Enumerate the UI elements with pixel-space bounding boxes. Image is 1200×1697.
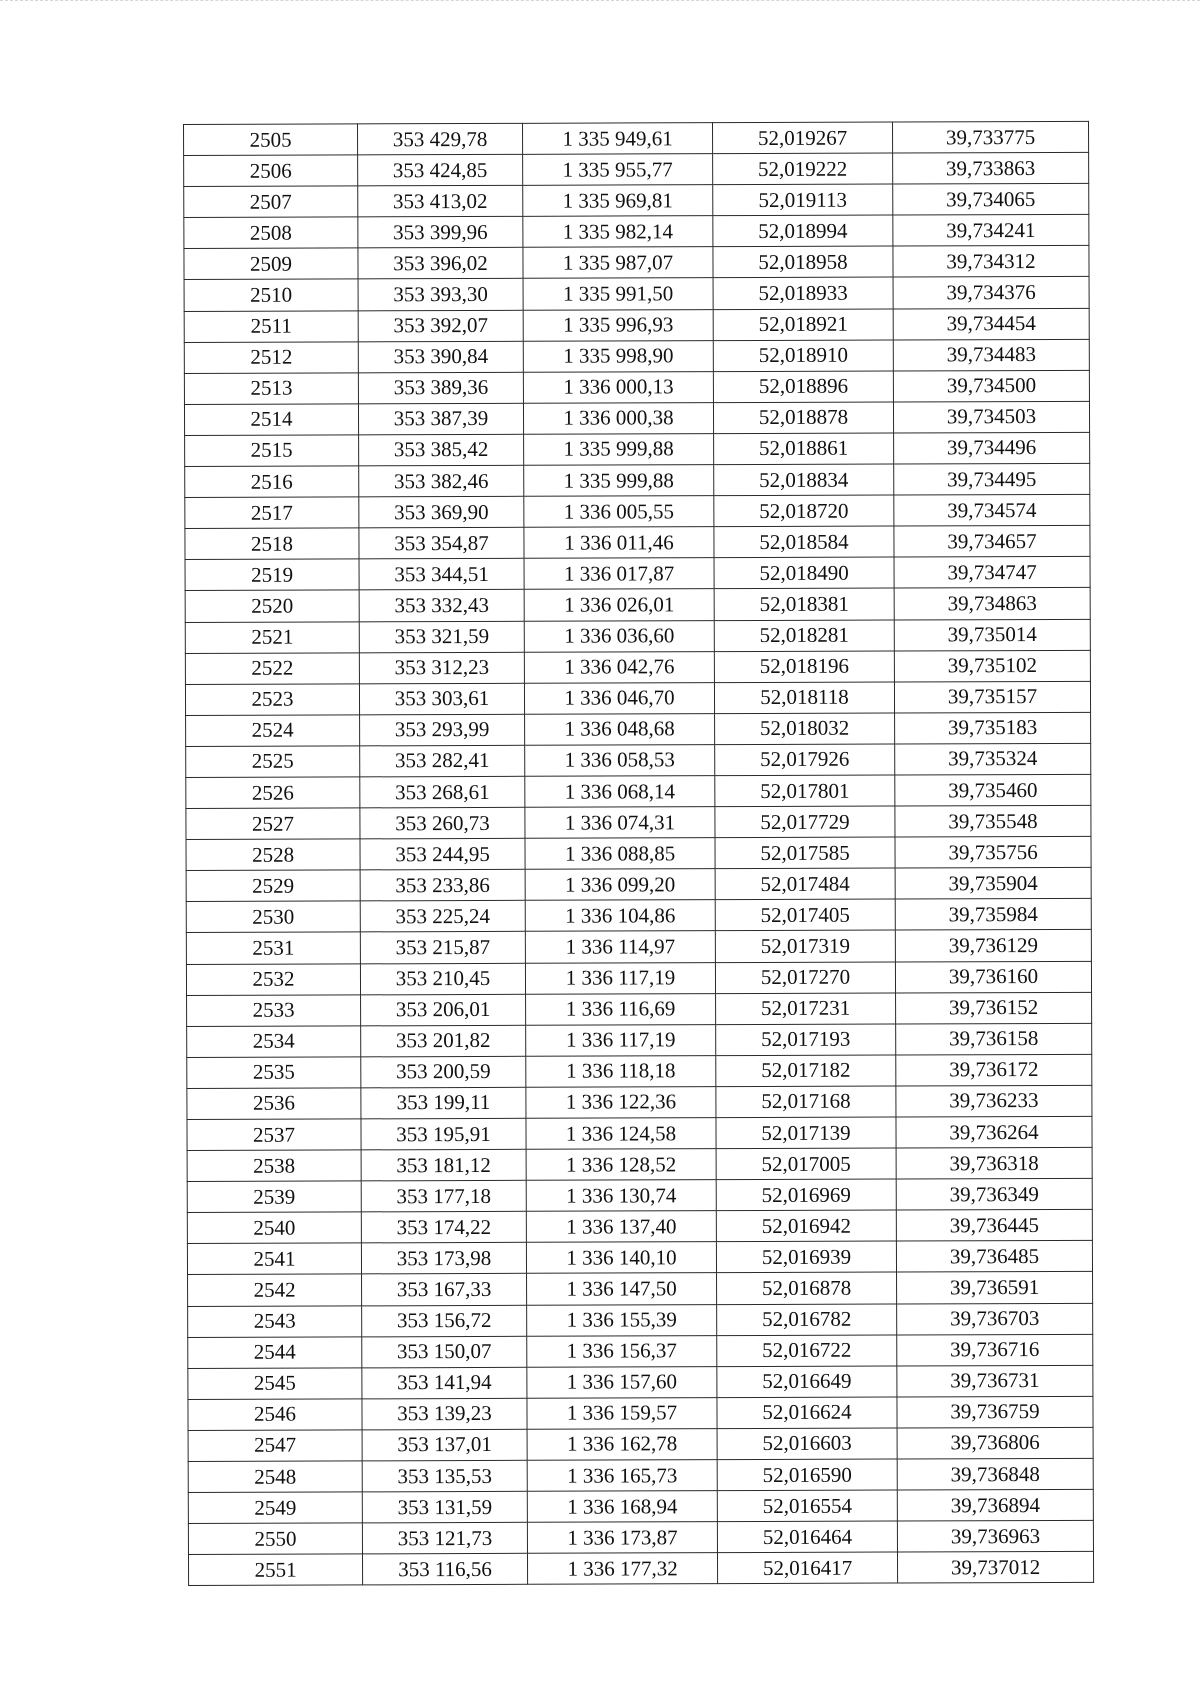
y-coordinate-cell: 1 336 026,01	[524, 589, 714, 621]
point-number-cell: 2551	[188, 1554, 362, 1586]
point-number-cell: 2508	[184, 217, 358, 249]
longitude-cell: 39,736591	[897, 1272, 1093, 1304]
longitude-cell: 39,736759	[897, 1396, 1093, 1428]
table-row	[186, 743, 1091, 777]
longitude-cell: 39,736716	[897, 1334, 1093, 1366]
point-number-cell: 2525	[186, 746, 360, 778]
latitude-cell: 52,017270	[715, 962, 895, 994]
x-coordinate-cell: 353 344,51	[359, 559, 524, 591]
longitude-cell: 39,736233	[896, 1085, 1092, 1117]
table-row	[186, 805, 1091, 839]
x-coordinate-cell: 353 200,59	[361, 1056, 526, 1088]
x-coordinate-cell: 353 137,01	[362, 1429, 527, 1461]
table-row	[185, 494, 1090, 528]
point-number-cell: 2518	[185, 528, 359, 560]
longitude-cell: 39,734500	[893, 370, 1089, 402]
latitude-cell: 52,018032	[715, 713, 895, 745]
x-coordinate-cell: 353 131,59	[362, 1491, 527, 1523]
coordinates-table	[183, 121, 1094, 1587]
latitude-cell: 52,016590	[717, 1459, 897, 1491]
latitude-cell: 52,016603	[717, 1428, 897, 1460]
x-coordinate-cell: 353 139,23	[362, 1398, 527, 1430]
x-coordinate-cell: 353 121,73	[362, 1523, 527, 1555]
longitude-cell: 39,735183	[895, 712, 1091, 744]
y-coordinate-cell: 1 335 998,90	[523, 340, 713, 372]
x-coordinate-cell: 353 282,41	[360, 745, 525, 777]
table-row	[187, 1023, 1092, 1057]
y-coordinate-cell: 1 336 036,60	[524, 620, 714, 652]
latitude-cell: 52,018196	[714, 651, 894, 683]
table-row	[188, 1396, 1093, 1430]
point-number-cell: 2513	[184, 373, 358, 405]
table-row	[185, 526, 1090, 560]
x-coordinate-cell: 353 354,87	[359, 528, 524, 560]
longitude-cell: 39,734496	[894, 432, 1090, 464]
point-number-cell: 2506	[184, 155, 358, 187]
latitude-cell: 52,018861	[714, 433, 894, 465]
latitude-cell: 52,018834	[714, 464, 894, 496]
latitude-cell: 52,018381	[714, 588, 894, 620]
latitude-cell: 52,016942	[716, 1210, 896, 1242]
table-row	[187, 1241, 1092, 1275]
y-coordinate-cell: 1 335 999,88	[524, 465, 714, 497]
x-coordinate-cell: 353 387,39	[358, 403, 523, 435]
latitude-cell: 52,018878	[713, 402, 893, 434]
point-number-cell: 2547	[188, 1430, 362, 1462]
x-coordinate-cell: 353 332,43	[359, 590, 524, 622]
latitude-cell: 52,018994	[713, 215, 893, 247]
x-coordinate-cell: 353 116,56	[362, 1554, 527, 1586]
longitude-cell: 39,737012	[897, 1552, 1093, 1584]
x-coordinate-cell: 353 156,72	[362, 1305, 527, 1337]
point-number-cell: 2541	[187, 1243, 361, 1275]
y-coordinate-cell: 1 336 124,58	[526, 1118, 716, 1150]
x-coordinate-cell: 353 396,02	[358, 248, 523, 280]
longitude-cell: 39,734495	[894, 463, 1090, 495]
latitude-cell: 52,018921	[713, 309, 893, 341]
table-row	[188, 1552, 1093, 1586]
latitude-cell: 52,018720	[714, 495, 894, 527]
longitude-cell: 39,733775	[892, 121, 1088, 153]
y-coordinate-cell: 1 336 156,37	[527, 1335, 717, 1367]
latitude-cell: 52,018958	[713, 246, 893, 278]
y-coordinate-cell: 1 336 068,14	[525, 776, 715, 808]
latitude-cell: 52,017182	[716, 1055, 896, 1087]
y-coordinate-cell: 1 336 058,53	[525, 745, 715, 777]
longitude-cell: 39,736485	[896, 1241, 1092, 1273]
x-coordinate-cell: 353 215,87	[360, 932, 525, 964]
table-row	[186, 836, 1091, 870]
table-row	[184, 121, 1089, 155]
x-coordinate-cell: 353 303,61	[359, 683, 524, 715]
point-number-cell: 2550	[188, 1523, 362, 1555]
point-number-cell: 2522	[185, 652, 359, 684]
y-coordinate-cell: 1 335 987,07	[523, 247, 713, 279]
latitude-cell: 52,019222	[713, 153, 893, 185]
longitude-cell: 39,736160	[895, 961, 1091, 993]
x-coordinate-cell: 353 390,84	[358, 341, 523, 373]
y-coordinate-cell: 1 336 165,73	[527, 1460, 717, 1492]
longitude-cell: 39,736806	[897, 1427, 1093, 1459]
table-row	[188, 1272, 1093, 1306]
longitude-cell: 39,734657	[894, 526, 1090, 558]
y-coordinate-cell: 1 336 104,86	[525, 900, 715, 932]
table-row	[187, 1179, 1092, 1213]
table-row	[187, 1054, 1092, 1088]
point-number-cell: 2548	[188, 1461, 362, 1493]
longitude-cell: 39,736129	[895, 930, 1091, 962]
table-row	[185, 650, 1090, 684]
latitude-cell: 52,018490	[714, 557, 894, 589]
y-coordinate-cell: 1 336 042,76	[524, 651, 714, 683]
table-row	[187, 1085, 1092, 1119]
longitude-cell: 39,736158	[896, 1023, 1092, 1055]
point-number-cell: 2540	[187, 1212, 361, 1244]
latitude-cell: 52,018896	[713, 371, 893, 403]
longitude-cell: 39,736152	[896, 992, 1092, 1024]
y-coordinate-cell: 1 336 005,55	[524, 496, 714, 528]
y-coordinate-cell: 1 336 162,78	[527, 1429, 717, 1461]
y-coordinate-cell: 1 336 117,19	[525, 962, 715, 994]
latitude-cell: 52,017139	[716, 1117, 896, 1149]
point-number-cell: 2527	[186, 808, 360, 840]
coordinates-table-container	[183, 121, 1093, 1587]
y-coordinate-cell: 1 336 137,40	[526, 1211, 716, 1243]
point-number-cell: 2544	[188, 1337, 362, 1369]
x-coordinate-cell: 353 389,36	[358, 372, 523, 404]
point-number-cell: 2514	[184, 404, 358, 436]
longitude-cell: 39,735756	[895, 836, 1091, 868]
point-number-cell: 2529	[186, 870, 360, 902]
y-coordinate-cell: 1 336 147,50	[527, 1273, 717, 1305]
point-number-cell: 2517	[185, 497, 359, 529]
latitude-cell: 52,016649	[717, 1366, 897, 1398]
point-number-cell: 2507	[184, 186, 358, 218]
latitude-cell: 52,016417	[717, 1552, 897, 1584]
table-row	[185, 619, 1090, 653]
y-coordinate-cell: 1 335 991,50	[523, 278, 713, 310]
point-number-cell: 2523	[185, 684, 359, 716]
y-coordinate-cell: 1 336 118,18	[526, 1055, 716, 1087]
latitude-cell: 52,017193	[716, 1024, 896, 1056]
point-number-cell: 2542	[188, 1274, 362, 1306]
longitude-cell: 39,734863	[894, 588, 1090, 620]
table-row	[188, 1334, 1093, 1368]
y-coordinate-cell: 1 335 999,88	[524, 434, 714, 466]
longitude-cell: 39,736264	[896, 1116, 1092, 1148]
point-number-cell: 2528	[186, 839, 360, 871]
y-coordinate-cell: 1 336 117,19	[526, 1024, 716, 1056]
table-row	[188, 1521, 1093, 1555]
latitude-cell: 52,016624	[717, 1397, 897, 1429]
y-coordinate-cell: 1 336 046,70	[524, 682, 714, 714]
x-coordinate-cell: 353 150,07	[362, 1336, 527, 1368]
table-row	[185, 432, 1090, 466]
point-number-cell: 2526	[186, 777, 360, 809]
point-number-cell: 2505	[184, 124, 358, 156]
y-coordinate-cell: 1 336 128,52	[526, 1149, 716, 1181]
table-row	[186, 899, 1091, 933]
y-coordinate-cell: 1 336 000,13	[523, 371, 713, 403]
x-coordinate-cell: 353 210,45	[360, 963, 525, 995]
x-coordinate-cell: 353 206,01	[361, 994, 526, 1026]
latitude-cell: 52,017484	[715, 868, 895, 900]
table-row	[187, 1116, 1092, 1150]
latitude-cell: 52,016969	[716, 1179, 896, 1211]
y-coordinate-cell: 1 336 048,68	[525, 713, 715, 745]
point-number-cell: 2533	[187, 995, 361, 1027]
table-row	[185, 588, 1090, 622]
point-number-cell: 2534	[187, 1026, 361, 1058]
table-row	[187, 992, 1092, 1026]
y-coordinate-cell: 1 335 982,14	[523, 216, 713, 248]
point-number-cell: 2530	[186, 901, 360, 933]
longitude-cell: 39,736731	[897, 1365, 1093, 1397]
table-row	[186, 712, 1091, 746]
longitude-cell: 39,736848	[897, 1458, 1093, 1490]
table-row	[184, 215, 1089, 249]
latitude-cell: 52,016939	[716, 1241, 896, 1273]
table-row	[184, 152, 1089, 186]
y-coordinate-cell: 1 336 099,20	[525, 869, 715, 901]
latitude-cell: 52,019113	[713, 184, 893, 216]
longitude-cell: 39,736894	[897, 1489, 1093, 1521]
x-coordinate-cell: 353 181,12	[361, 1149, 526, 1181]
y-coordinate-cell: 1 336 168,94	[527, 1491, 717, 1523]
point-number-cell: 2543	[188, 1305, 362, 1337]
x-coordinate-cell: 353 225,24	[360, 901, 525, 933]
table-row	[185, 463, 1090, 497]
y-coordinate-cell: 1 336 011,46	[524, 527, 714, 559]
latitude-cell: 52,016464	[717, 1521, 897, 1553]
y-coordinate-cell: 1 336 000,38	[523, 402, 713, 434]
x-coordinate-cell: 353 399,96	[358, 217, 523, 249]
latitude-cell: 52,017926	[715, 744, 895, 776]
table-row	[184, 277, 1089, 311]
longitude-cell: 39,734065	[893, 184, 1089, 216]
latitude-cell: 52,016878	[717, 1272, 897, 1304]
table-row	[188, 1489, 1093, 1523]
point-number-cell: 2509	[184, 248, 358, 280]
longitude-cell: 39,735460	[895, 774, 1091, 806]
longitude-cell: 39,733863	[893, 152, 1089, 184]
point-number-cell: 2515	[185, 435, 359, 467]
latitude-cell: 52,018584	[714, 526, 894, 558]
longitude-cell: 39,735324	[895, 743, 1091, 775]
point-number-cell: 2520	[185, 590, 359, 622]
x-coordinate-cell: 353 244,95	[360, 838, 525, 870]
x-coordinate-cell: 353 167,33	[362, 1274, 527, 1306]
x-coordinate-cell: 353 321,59	[359, 621, 524, 653]
table-row	[188, 1427, 1093, 1461]
point-number-cell: 2511	[184, 310, 358, 342]
y-coordinate-cell: 1 335 996,93	[523, 309, 713, 341]
x-coordinate-cell: 353 174,22	[361, 1212, 526, 1244]
x-coordinate-cell: 353 385,42	[359, 434, 524, 466]
latitude-cell: 52,016554	[717, 1490, 897, 1522]
y-coordinate-cell: 1 336 140,10	[526, 1242, 716, 1274]
table-row	[184, 308, 1089, 342]
longitude-cell: 39,735904	[895, 868, 1091, 900]
coordinates-table-body	[184, 121, 1094, 1586]
table-row	[185, 557, 1090, 591]
longitude-cell: 39,736172	[896, 1054, 1092, 1086]
x-coordinate-cell: 353 393,30	[358, 279, 523, 311]
longitude-cell: 39,735157	[894, 681, 1090, 713]
latitude-cell: 52,016782	[717, 1304, 897, 1336]
longitude-cell: 39,735984	[895, 899, 1091, 931]
x-coordinate-cell: 353 268,61	[360, 776, 525, 808]
table-row	[185, 681, 1090, 715]
point-number-cell: 2549	[188, 1492, 362, 1524]
longitude-cell: 39,734312	[893, 246, 1089, 278]
x-coordinate-cell: 353 233,86	[360, 870, 525, 902]
longitude-cell: 39,736318	[896, 1147, 1092, 1179]
x-coordinate-cell: 353 424,85	[358, 154, 523, 186]
point-number-cell: 2539	[187, 1181, 361, 1213]
longitude-cell: 39,734503	[893, 401, 1089, 433]
latitude-cell: 52,019267	[712, 122, 892, 154]
x-coordinate-cell: 353 195,91	[361, 1118, 526, 1150]
x-coordinate-cell: 353 173,98	[361, 1243, 526, 1275]
point-number-cell: 2521	[185, 621, 359, 653]
point-number-cell: 2537	[187, 1119, 361, 1151]
point-number-cell: 2545	[188, 1368, 362, 1400]
table-row	[186, 774, 1091, 808]
x-coordinate-cell: 353 199,11	[361, 1087, 526, 1119]
point-number-cell: 2538	[187, 1150, 361, 1182]
table-row	[186, 930, 1091, 964]
y-coordinate-cell: 1 336 122,36	[526, 1087, 716, 1119]
y-coordinate-cell: 1 336 155,39	[527, 1304, 717, 1336]
y-coordinate-cell: 1 336 116,69	[526, 993, 716, 1025]
y-coordinate-cell: 1 336 130,74	[526, 1180, 716, 1212]
x-coordinate-cell: 353 177,18	[361, 1180, 526, 1212]
longitude-cell: 39,736963	[897, 1521, 1093, 1553]
longitude-cell: 39,734747	[894, 557, 1090, 589]
latitude-cell: 52,018118	[714, 682, 894, 714]
x-coordinate-cell: 353 141,94	[362, 1367, 527, 1399]
table-row	[188, 1303, 1093, 1337]
latitude-cell: 52,017585	[715, 837, 895, 869]
x-coordinate-cell: 353 413,02	[358, 186, 523, 218]
table-row	[184, 339, 1089, 373]
point-number-cell: 2532	[186, 963, 360, 995]
x-coordinate-cell: 353 392,07	[358, 310, 523, 342]
table-row	[184, 401, 1089, 435]
latitude-cell: 52,017168	[716, 1086, 896, 1118]
longitude-cell: 39,736445	[896, 1210, 1092, 1242]
x-coordinate-cell: 353 201,82	[361, 1025, 526, 1057]
table-row	[184, 184, 1089, 218]
longitude-cell: 39,736703	[897, 1303, 1093, 1335]
x-coordinate-cell: 353 429,78	[358, 123, 523, 155]
table-row	[184, 370, 1089, 404]
table-row	[187, 1147, 1092, 1181]
y-coordinate-cell: 1 335 955,77	[523, 154, 713, 186]
y-coordinate-cell: 1 336 074,31	[525, 807, 715, 839]
x-coordinate-cell: 353 135,53	[362, 1460, 527, 1492]
y-coordinate-cell: 1 336 088,85	[525, 838, 715, 870]
longitude-cell: 39,734241	[893, 215, 1089, 247]
longitude-cell: 39,736349	[896, 1179, 1092, 1211]
longitude-cell: 39,734376	[893, 277, 1089, 309]
x-coordinate-cell: 353 382,46	[359, 465, 524, 497]
point-number-cell: 2519	[185, 559, 359, 591]
scan-top-edge	[0, 0, 1200, 13]
longitude-cell: 39,734454	[893, 308, 1089, 340]
table-row	[184, 246, 1089, 280]
latitude-cell: 52,018910	[713, 340, 893, 372]
y-coordinate-cell: 1 336 114,97	[525, 931, 715, 963]
point-number-cell: 2512	[184, 342, 358, 374]
x-coordinate-cell: 353 312,23	[359, 652, 524, 684]
latitude-cell: 52,017729	[715, 806, 895, 838]
y-coordinate-cell: 1 336 159,57	[527, 1397, 717, 1429]
longitude-cell: 39,734483	[893, 339, 1089, 371]
y-coordinate-cell: 1 336 177,32	[527, 1553, 717, 1585]
point-number-cell: 2524	[186, 715, 360, 747]
longitude-cell: 39,735548	[895, 805, 1091, 837]
point-number-cell: 2516	[185, 466, 359, 498]
longitude-cell: 39,734574	[894, 494, 1090, 526]
x-coordinate-cell: 353 369,90	[359, 496, 524, 528]
latitude-cell: 52,017801	[715, 775, 895, 807]
point-number-cell: 2535	[187, 1057, 361, 1089]
y-coordinate-cell: 1 335 969,81	[523, 185, 713, 217]
table-row	[188, 1365, 1093, 1399]
point-number-cell: 2510	[184, 279, 358, 311]
latitude-cell: 52,016722	[717, 1335, 897, 1367]
point-number-cell: 2536	[187, 1088, 361, 1120]
point-number-cell: 2546	[188, 1399, 362, 1431]
longitude-cell: 39,735102	[894, 650, 1090, 682]
x-coordinate-cell: 353 293,99	[360, 714, 525, 746]
latitude-cell: 52,018281	[714, 620, 894, 652]
latitude-cell: 52,018933	[713, 277, 893, 309]
point-number-cell: 2531	[186, 932, 360, 964]
table-row	[186, 868, 1091, 902]
latitude-cell: 52,017231	[716, 993, 896, 1025]
y-coordinate-cell: 1 336 173,87	[527, 1522, 717, 1554]
table-row	[187, 1210, 1092, 1244]
latitude-cell: 52,017005	[716, 1148, 896, 1180]
table-row	[188, 1458, 1093, 1492]
y-coordinate-cell: 1 336 157,60	[527, 1366, 717, 1398]
x-coordinate-cell: 353 260,73	[360, 807, 525, 839]
y-coordinate-cell: 1 335 949,61	[522, 123, 712, 155]
latitude-cell: 52,017319	[715, 930, 895, 962]
latitude-cell: 52,017405	[715, 899, 895, 931]
y-coordinate-cell: 1 336 017,87	[524, 558, 714, 590]
table-row	[186, 961, 1091, 995]
longitude-cell: 39,735014	[894, 619, 1090, 651]
